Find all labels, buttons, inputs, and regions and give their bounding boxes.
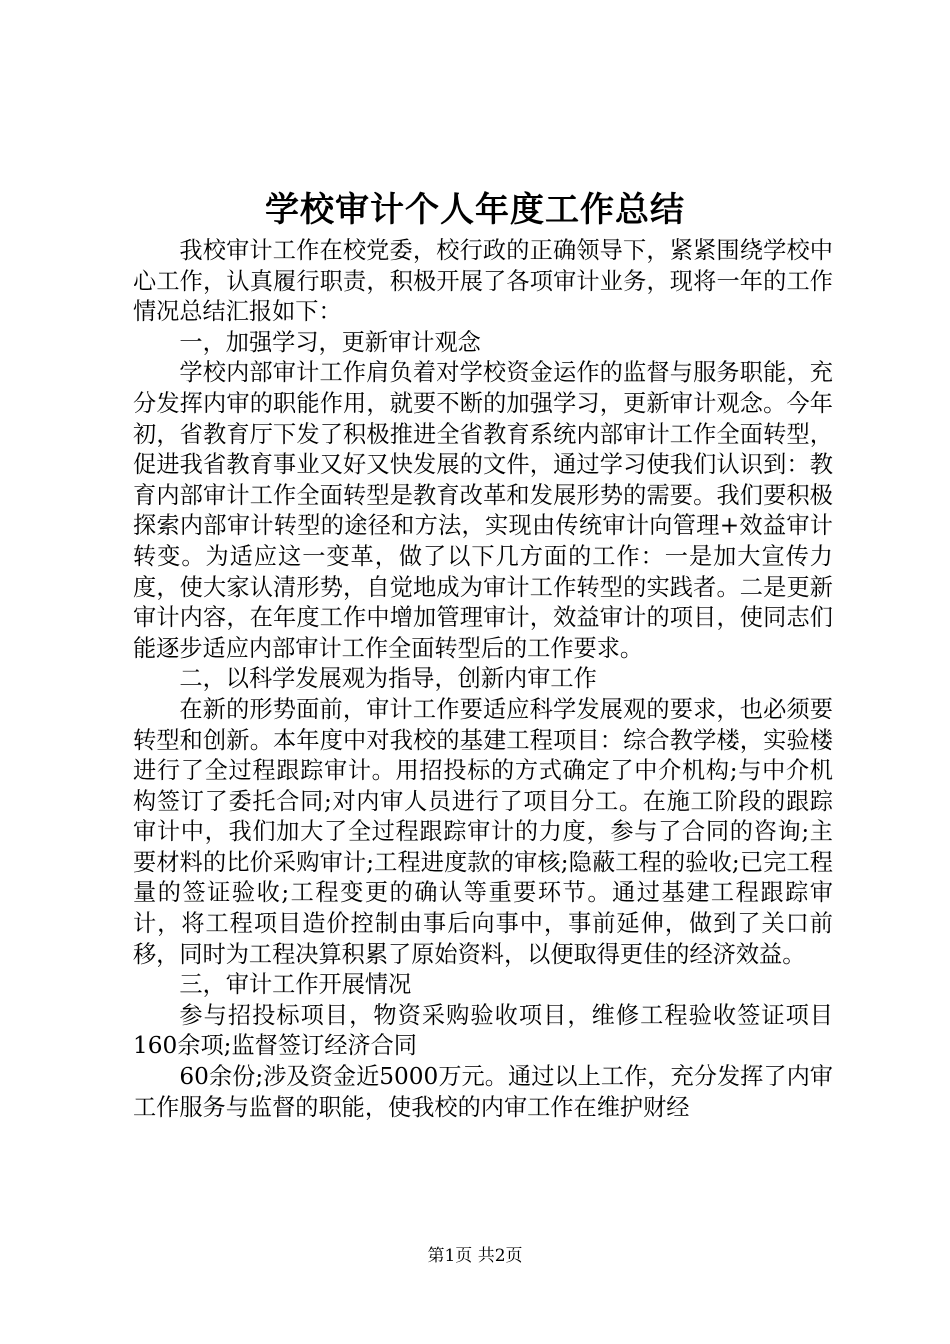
intro-paragraph: 我校审计工作在校党委，校行政的正确领导下，紧紧围绕学校中心工作，认真履行职责，积极开展了各项审计业务，现将一年的工作情况总结汇报如下： xyxy=(133,237,833,326)
section-1-paragraph: 学校内部审计工作肩负着对学校资金运作的监督与服务职能，充分发挥内审的职能作用，就要不断的加强学习，更新审计观念。今年初，省教育厅下发了积极推进全省教育系统内部审计工作全面转型，促进我省教育事业又好又快发展的文件，通过学习使我们认识到：教育内部审计工作全面转型是教育改革和发展形势的需要。我们要积极探索内部审计转型的途径和方法，实现由传统审计向管理+效益审计转变。为适应这一变革，做了以下几方面的工作：一是加大宣传力度，使大家认清形势，自觉地成为审计工作转型的实践者。二是更新审计内容，在年度工作中增加管理审计，效益审计的项目，使同志们能逐步适应内部审计工作全面转型后的工作要求。 xyxy=(133,359,833,662)
section-3-paragraph: 参与招投标项目，物资采购验收项目，维修工程验收签证项目160余项;监督签订经济合同 xyxy=(133,1001,833,1060)
section-3-paragraph-continued: 60余份;涉及资金近5000万元。通过以上工作，充分发挥了内审工作服务与监督的职能，使我校的内审工作在维护财经 xyxy=(133,1063,833,1121)
section-2-paragraph: 在新的形势面前，审计工作要适应科学发展观的要求，也必须要转型和创新。本年度中对我校的基建工程项目：综合教学楼，实验楼进行了全过程跟踪审计。用招投标的方式确定了中介机构;与中介机构签订了委托合同;对内审人员进行了项目分工。在施工阶段的跟踪审计中，我们加大了全过程跟踪审计的力度，参与了合同的咨询;主要材料的比价采购审计;工程进度款的审核;隐蔽工程的验收;已完工程量的签证验收;工程变更的确认等重要环节。通过基建工程跟踪审计，将工程项目造价控制由事后向事中，事前延伸，做到了关口前移，同时为工程决算积累了原始资料，以便取得更佳的经济效益。 xyxy=(133,695,833,968)
page-number-footer: 第1页 共2页 xyxy=(427,1246,523,1266)
document-body xyxy=(133,236,833,1123)
section-heading-1: 一，加强学习，更新审计观念 xyxy=(179,328,481,356)
section-heading-3: 三，审计工作开展情况 xyxy=(179,971,412,999)
section-heading-2: 二，以科学发展观为指导，创新内审工作 xyxy=(179,665,597,693)
document-title: 学校审计个人年度工作总结 xyxy=(265,190,685,230)
